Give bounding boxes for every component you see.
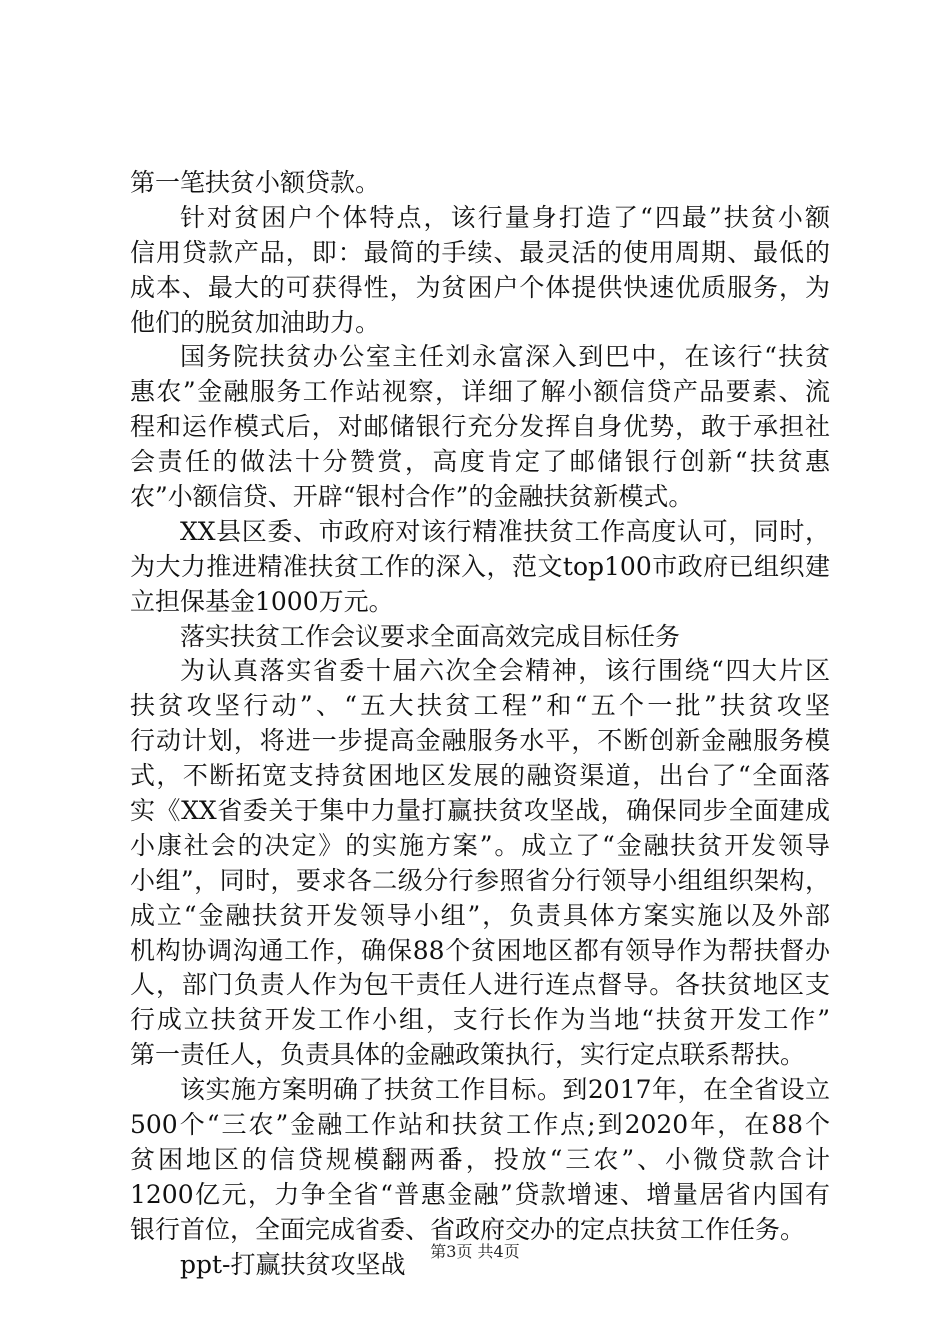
text-line: 会责任的做法十分赞赏，高度肯定了邮储银行创新“扶贫惠 xyxy=(130,447,830,477)
text-line: 式，不断拓宽支持贫困地区发展的融资渠道，出台了“全面落 xyxy=(130,761,830,791)
text-line: 为大力推进精准扶贫工作的深入，范文top100市政府已组织建 xyxy=(130,551,830,581)
text-line: 实《XX省委关于集中力量打赢扶贫攻坚战，确保同步全面建成 xyxy=(130,796,830,826)
text-line: 农”小额信贷、开辟“银村合作”的金融扶贫新模式。 xyxy=(130,482,694,512)
text-line: 1200亿元，力争全省“普惠金融”贷款增速、增量居省内国有 xyxy=(130,1179,830,1209)
text-line: 针对贫困户个体特点，该行量身打造了“四最”扶贫小额 xyxy=(180,202,830,232)
text-line: 扶贫攻坚行动”、“五大扶贫工程”和“五个一批”扶贫攻坚 xyxy=(130,691,830,721)
text-line: 行成立扶贫开发工作小组，支行长作为当地“扶贫开发工作” xyxy=(130,1005,830,1035)
text-line: 人，部门负责人作为包干责任人进行连点督导。各扶贫地区支 xyxy=(130,970,830,1000)
document-body xyxy=(130,166,830,1283)
text-line: 该实施方案明确了扶贫工作目标。到2017年，在全省设立 xyxy=(180,1075,830,1105)
text-line: 成立“金融扶贫开发领导小组”，负责具体方案实施以及外部 xyxy=(130,900,830,930)
text-line: 他们的脱贫加油助力。 xyxy=(130,307,381,337)
text-line: 惠农”金融服务工作站视察，详细了解小额信贷产品要素、流 xyxy=(130,377,830,407)
text-line: 成本、最大的可获得性，为贫困户个体提供快速优质服务，为 xyxy=(130,272,830,302)
text-line: 为认真落实省委十届六次全会精神，该行围绕“四大片区 xyxy=(180,656,830,686)
text-line: 第一笔扶贫小额贷款。 xyxy=(130,168,381,197)
text-line: 程和运作模式后，对邮储银行充分发挥自身优势，敢于承担社 xyxy=(130,412,830,442)
text-line: XX县区委、市政府对该行精准扶贫工作高度认可，同时， xyxy=(180,516,830,546)
text-line: 银行首位，全面完成省委、省政府交办的定点扶贫工作任务。 xyxy=(130,1214,806,1244)
page-footer: 第3页 共4页 xyxy=(430,1242,520,1261)
text-line: 贫困地区的信贷规模翻两番，投放“三农”、小微贷款合计 xyxy=(130,1144,830,1174)
text-line: 行动计划，将进一步提高金融服务水平，不断创新金融服务模 xyxy=(130,726,830,756)
text-line: 立担保基金1000万元。 xyxy=(130,586,394,616)
text-line: 信用贷款产品，即：最简的手续、最灵活的使用周期、最低的 xyxy=(130,237,830,267)
text-line: ppt-打赢扶贫攻坚战 xyxy=(180,1249,406,1279)
text-line: 落实扶贫工作会议要求全面高效完成目标任务 xyxy=(180,621,681,651)
text-line: 小康社会的决定》的实施方案”。成立了“金融扶贫开发领导 xyxy=(130,830,830,860)
text-line: 小组”，同时，要求各二级分行参照省分行领导小组组织架构， xyxy=(130,865,830,895)
text-line: 第一责任人，负责具体的金融政策执行，实行定点联系帮扶。 xyxy=(130,1040,806,1070)
text-line: 500个“三农”金融工作站和扶贫工作点;到2020年，在88个 xyxy=(130,1110,830,1140)
text-line: 国务院扶贫办公室主任刘永富深入到巴中，在该行“扶贫 xyxy=(180,342,830,372)
text-line: 机构协调沟通工作，确保88个贫困地区都有领导作为帮扶督办 xyxy=(130,935,830,965)
